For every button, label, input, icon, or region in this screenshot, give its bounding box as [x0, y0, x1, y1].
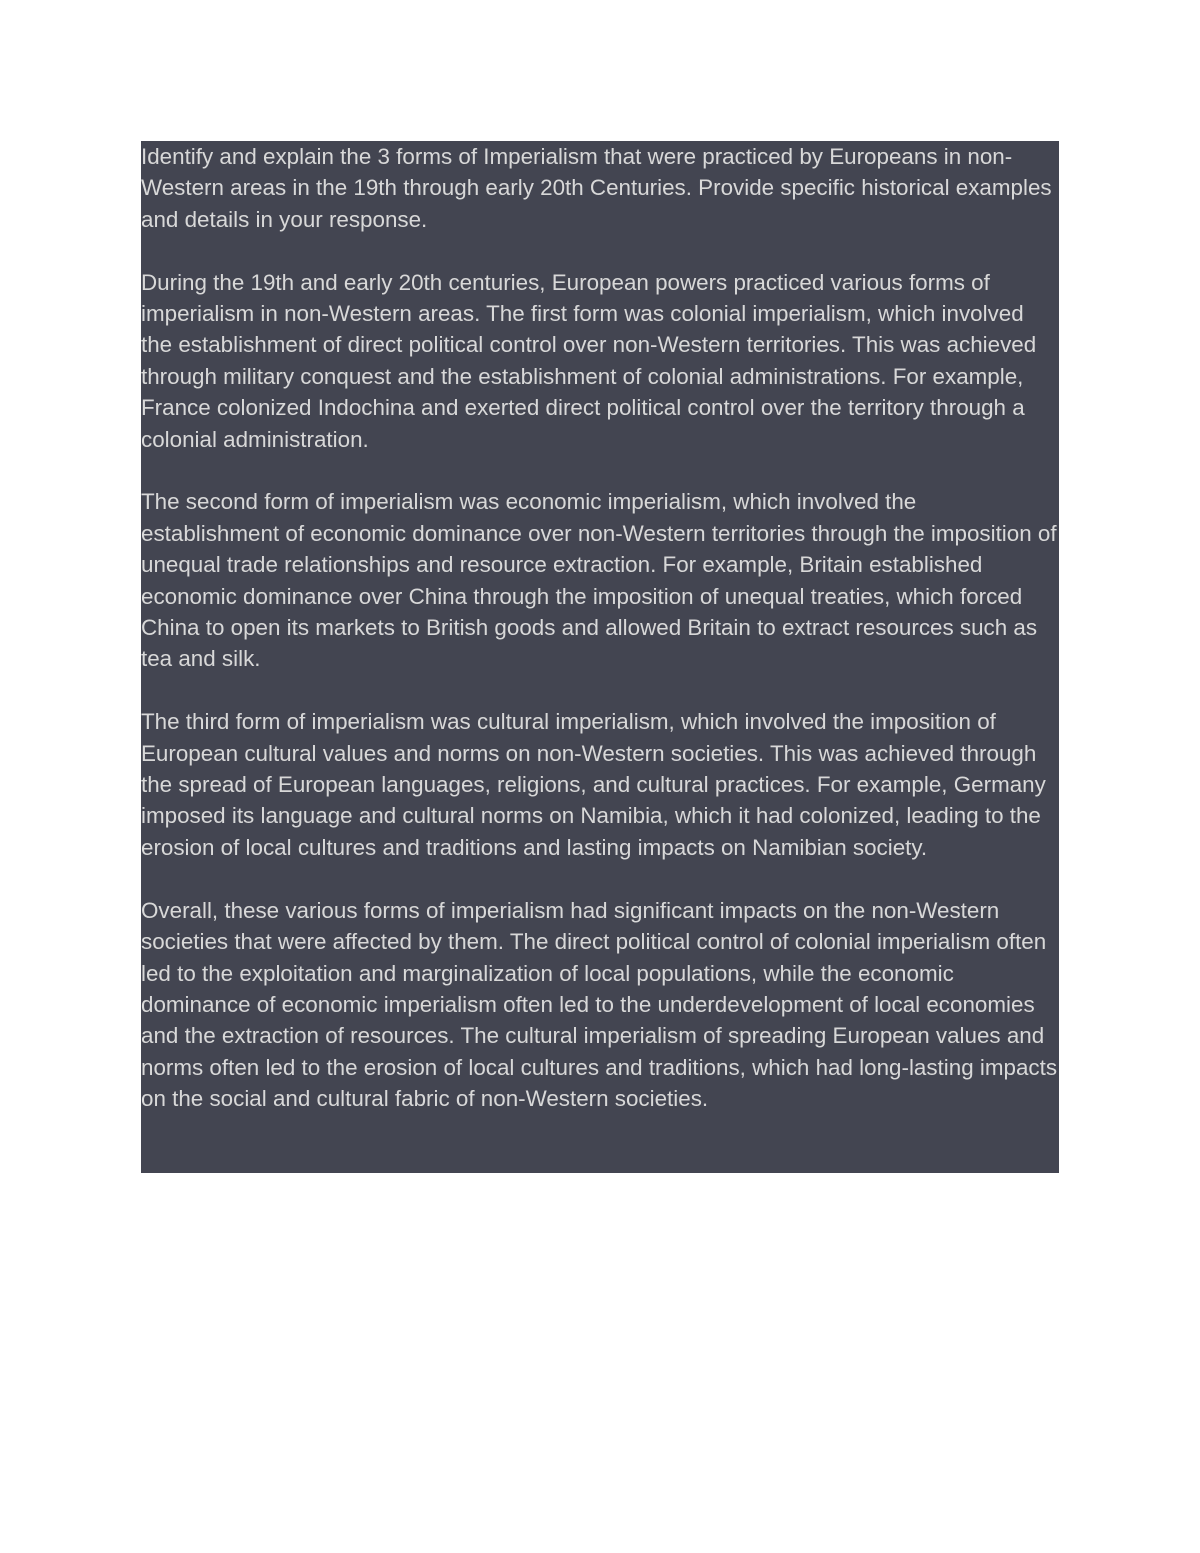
paragraph-cultural-imperialism: The third form of imperialism was cultural imperialism, which involved the imposition of European cultural values and norms on non-Western societies. This was achieved through the spread of European languages, religions, and cultural practices. For example, Germany imposed its language and cultural norms on Namibia, which it had colonized, leading to the erosion of local cultures and traditions and lasting impacts on Namibian society. [141, 709, 1046, 860]
paragraph-economic-imperialism: The second form of imperialism was economic imperialism, which involved the establishment of economic dominance over non-Western territories through the imposition of unequal trade relationships and resource extraction. For example, Britain established economic dominance over China through the imposition of unequal treaties, which forced China to open its markets to British goods and allowed Britain to extract resources such as tea and silk. [141, 489, 1057, 672]
paragraph-colonial-imperialism: During the 19th and early 20th centuries, European powers practiced various forms of imperialism in non-Western areas. The first form was colonial imperialism, which involved the establishment of direct political control over non-Western territories. This was achieved through military conquest and the establishment of colonial administrations. For example, France colonized Indochina and exerted direct political control over the territory through a colonial administration. [141, 269, 1037, 452]
answer-text-block [141, 141, 1059, 1173]
question-paragraph: Identify and explain the 3 forms of Imperialism that were practiced by Europeans in non-Western areas in the 19th through early 20th Centuries. Provide specific historical examples and details in your response. [141, 144, 1052, 232]
paragraph-conclusion: Overall, these various forms of imperialism had significant impacts on the non-Western societies that were affected by them. The direct political control of colonial imperialism often led to the exploitation and marginalization of local populations, while the economic dominance of economic imperialism often led to the underdevelopment of local economies and the extraction of resources. The cultural imperialism of spreading European values and norms often led to the erosion of local cultures and traditions, which had long-lasting impacts on the social and cultural fabric of non-Western societies. [141, 897, 1058, 1112]
